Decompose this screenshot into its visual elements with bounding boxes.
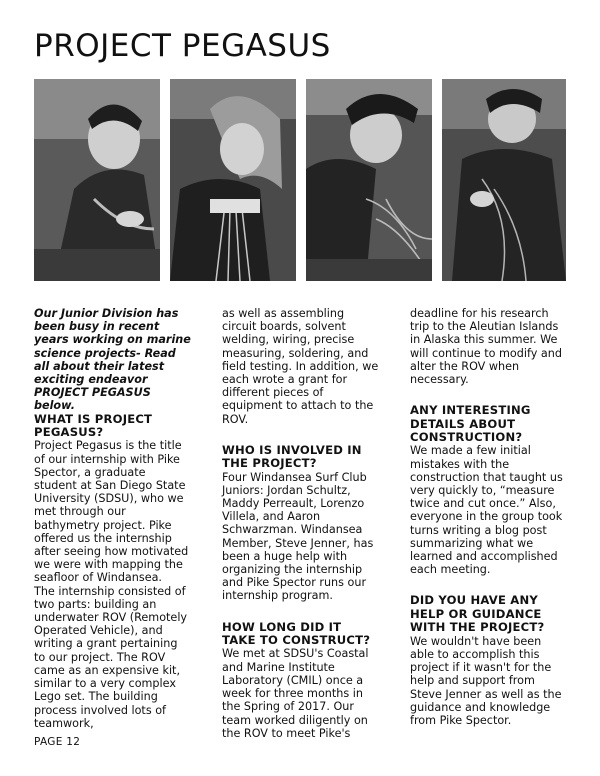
intro-text: Our Junior Division has been busy in recent years working on marine science projects- Read all about their latest exciting endeavor PROJECT PEGASUS below.: [34, 307, 191, 413]
photo-student-wiring-board: [170, 79, 296, 281]
help-or-guidance-body: We wouldn't have been able to accomplish this project if it wasn't for the help and support from Steve Jenner as well as the guidance and knowledge from Pike Spector.: [410, 634, 562, 727]
photo-student-soldering-circuit: [34, 79, 160, 281]
how-long-body-continued: deadline for his research trip to the Aleutian Islands in Alaska this summer. We will continue to modify and alter the ROV when necessary.: [410, 307, 562, 387]
heading-what-is-project: WHAT IS PROJECT PEGASUS?: [34, 411, 153, 440]
heading-help-or-guidance: DID YOU HAVE ANY HELP OR GUIDANCE WITH THE PROJECT?: [410, 593, 545, 635]
heading-who-is-involved: WHO IS INVOLVED IN THE PROJECT?: [222, 442, 362, 471]
interesting-details-body: We made a few initial mistakes with the construction that taught us very quickly to, “measure twice and cut once.” Also, everyone in the group took turns writing a blog post summarizing what we learned and accomplished each meeting.: [410, 444, 563, 577]
photo-student-testing-circuit: [442, 79, 566, 281]
page-title: PROJECT PEGASUS: [34, 28, 331, 64]
internship-parts-body: The internship consisted of two parts: building an underwater ROV (Remotely Operated Vehicle), and writing a grant pertaining to our project. The ROV came as an expensive kit, similar to a very complex Lego set. The building process involved lots of teamwork,: [34, 584, 188, 730]
photo-strip: [34, 79, 566, 281]
heading-interesting-details: ANY INTERESTING DETAILS ABOUT CONSTRUCTION?: [410, 403, 531, 445]
column-3: [410, 307, 567, 727]
building-process-body: as well as assembling circuit boards, solvent welding, wiring, precise measuring, soldering, and field testing. In addition, we each wrote a grant for different pieces of equipment to attach to the ROV.: [222, 307, 379, 426]
who-is-involved-body: Four Windansea Surf Club Juniors: Jordan Schultz, Maddy Perreault, Lorenzo Villela, and Aaron Schwarzman. Windansea Member, Steve Jenner, has been a huge help with organizing the internship and Pike Spector runs our internship program.: [222, 470, 374, 603]
heading-how-long: HOW LONG DID IT TAKE TO CONSTRUCT?: [222, 619, 371, 648]
column-1: [34, 307, 191, 730]
how-long-body: We met at SDSU's Coastal and Marine Institute Laboratory (CMIL) once a week for three months in the Spring of 2017. Our team worked diligently on the ROV to meet Pike's: [222, 647, 369, 740]
photo-student-assembling-wires: [306, 79, 432, 281]
column-2: [222, 307, 379, 740]
what-is-project-body: Project Pegasus is the title of our internship with Pike Spector, a graduate student at San Diego State University (SDSU), who we met through our bathymetry project. Pike offered us the internship after seeing how motivated we were with mapping the seafloor of Windansea.: [34, 439, 189, 585]
page-number: PAGE 12: [34, 736, 81, 748]
